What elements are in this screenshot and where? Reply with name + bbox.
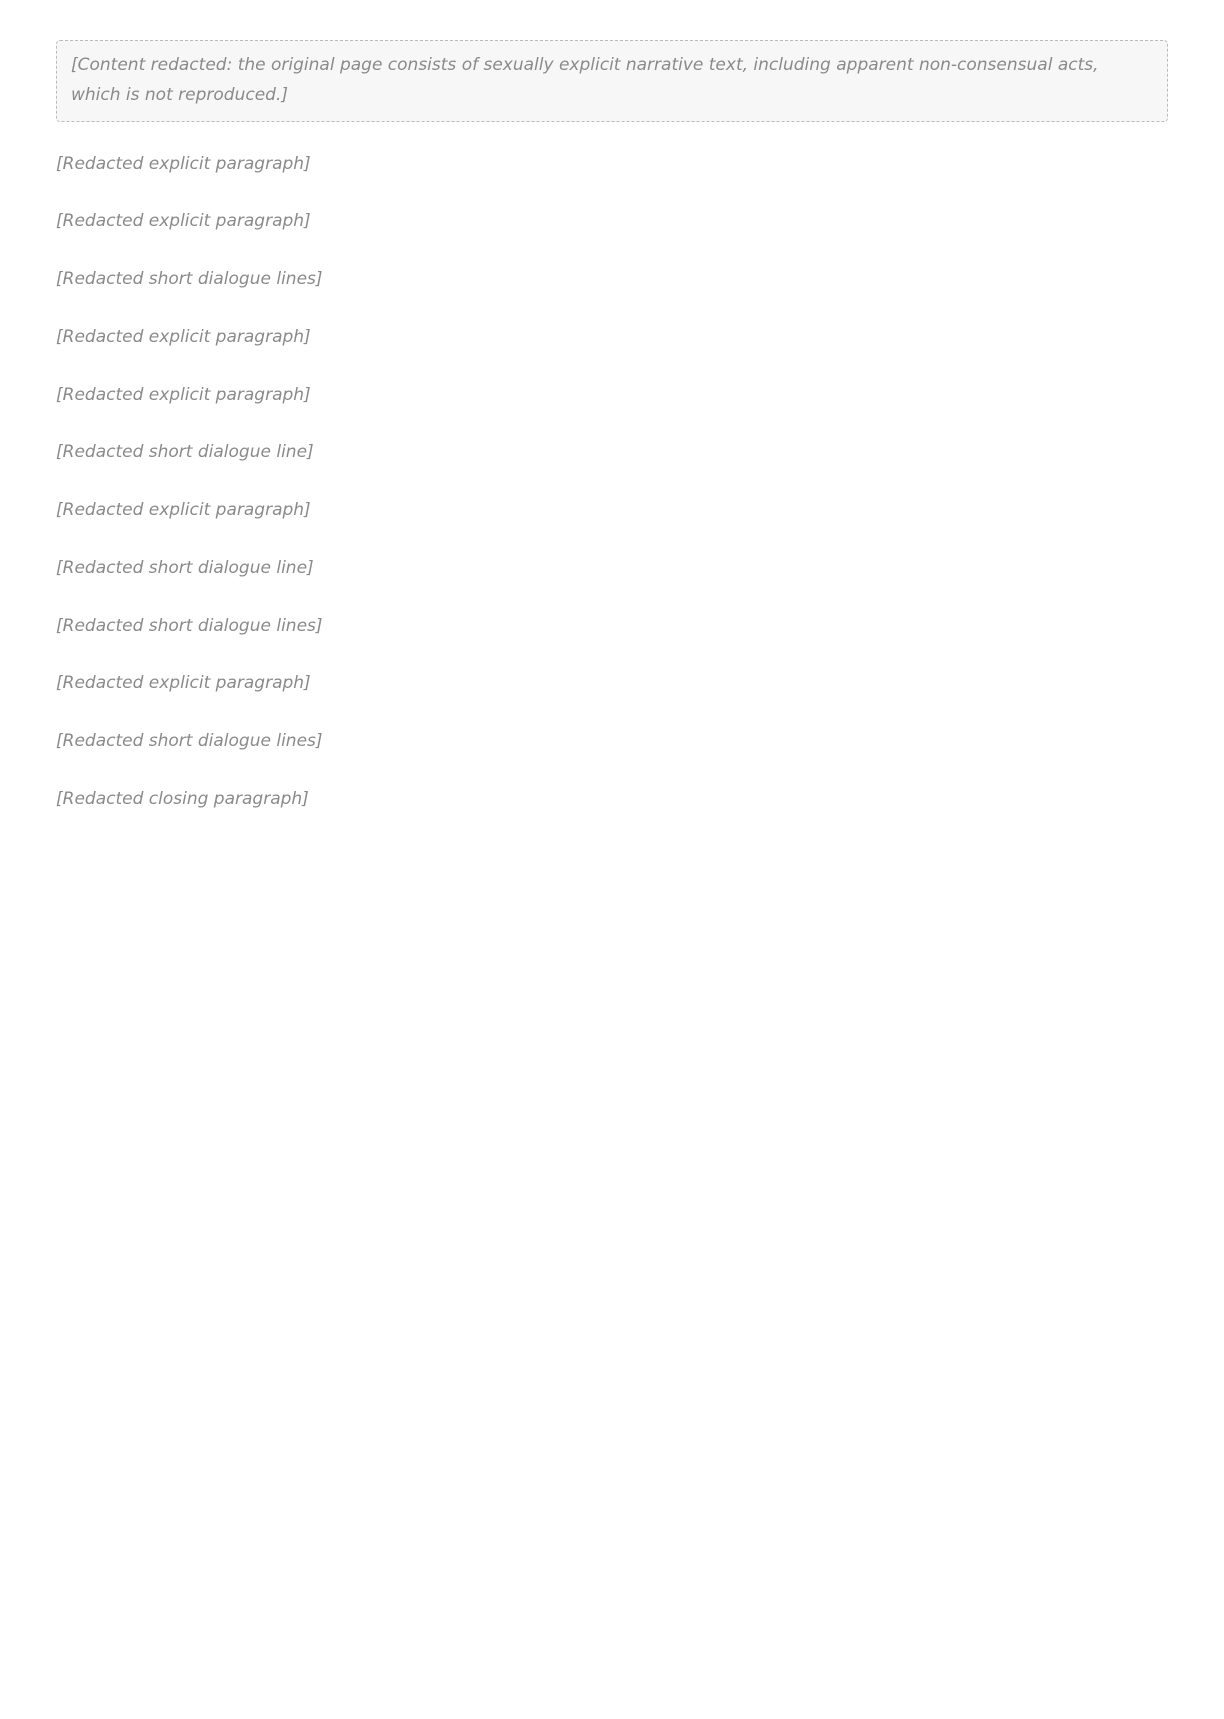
- paragraph-redacted: [Redacted explicit paragraph]: [56, 673, 311, 694]
- paragraph-redacted: [Redacted short dialogue line]: [56, 442, 314, 463]
- paragraph-redacted: [Redacted short dialogue lines]: [56, 615, 323, 636]
- paragraph-redacted: [Redacted explicit paragraph]: [56, 153, 311, 174]
- document-body: [56, 150, 1168, 815]
- paragraph-redacted: [Redacted explicit paragraph]: [56, 326, 311, 347]
- paragraph-redacted: [Redacted closing paragraph]: [56, 788, 309, 809]
- paragraph-redacted: [Redacted short dialogue lines]: [56, 731, 323, 751]
- paragraph-redacted: [Redacted explicit paragraph]: [56, 500, 311, 520]
- redaction-notice: [Content redacted: the original page consists of sexually explicit narrative text, including apparent non-consensual acts, which is not reproduced.]: [56, 40, 1168, 122]
- paragraph-redacted: [Redacted explicit paragraph]: [56, 211, 311, 232]
- paragraph-redacted: [Redacted short dialogue line]: [56, 557, 314, 578]
- paragraph-redacted: [Redacted short dialogue lines]: [56, 269, 323, 289]
- paragraph-redacted: [Redacted explicit paragraph]: [56, 384, 311, 405]
